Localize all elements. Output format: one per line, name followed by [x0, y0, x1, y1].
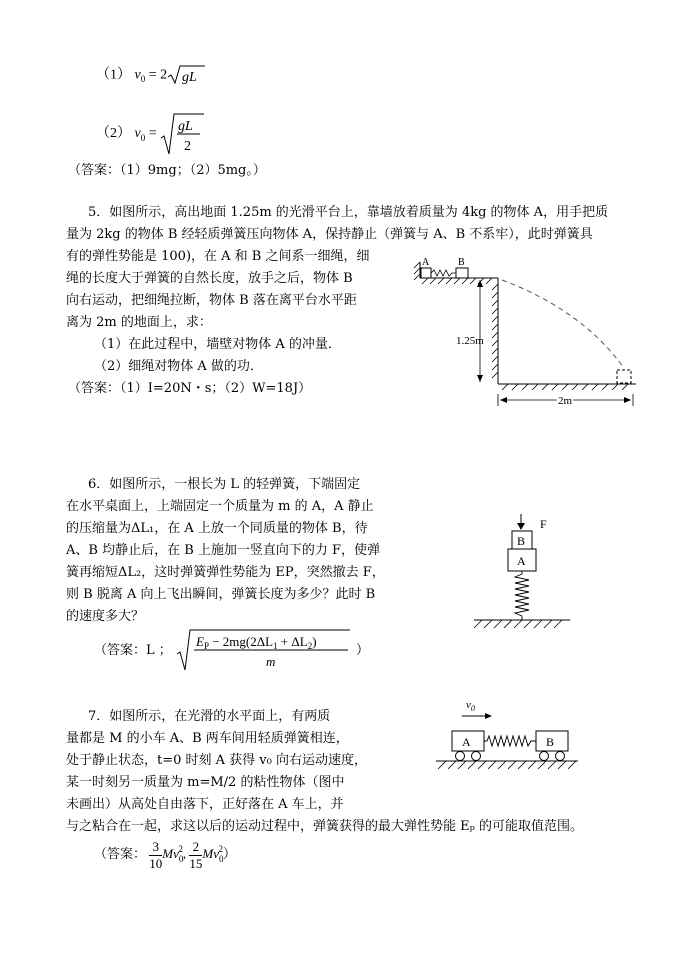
problem5-question2: （2）细绳对物体 A 做的功．: [94, 359, 263, 374]
svg-text:EP − 2mg(2ΔL1 + ΔL2): [195, 634, 317, 651]
wall-hatch: [414, 262, 420, 280]
problem6-line5: 簧再缩短ΔL₂，这时弹簧弹性势能为 EP，突然撤去 F，: [66, 565, 385, 580]
problem5-line3: 有的弹性势能是 100)，在 A 和 B 之间系一细绳，细: [66, 249, 370, 264]
v0-symbol-2: v: [134, 126, 141, 142]
sqrt-denominator: 2: [184, 139, 192, 154]
problem6-line7: 的速度多大？: [66, 609, 145, 624]
spring: [431, 270, 456, 276]
velocity-subscript: 0: [470, 704, 475, 713]
problem7-line6: 与之粘合在一起，求这以后的运动过程中，弹簧获得的最大弹性势能 Eₚ 的可能取值范围。: [66, 819, 583, 834]
problem5-line2: 量为 2kg 的物体 B 经轻质弹簧压向物体 A，保持静止（弹簧与 A、B 不系牢），此时弹簧具: [66, 227, 593, 242]
v0-subscript: 0: [140, 74, 146, 85]
velocity-label: [466, 699, 475, 713]
problem6-answer-suffix: ）: [356, 642, 370, 658]
cart-a-wheel-left: [456, 752, 465, 761]
sqrt-gl-over-2: [160, 112, 204, 156]
comma: ,: [182, 846, 187, 861]
force-label: F: [540, 517, 547, 531]
problem6-answer: [94, 628, 369, 673]
problem7-figure: [432, 698, 582, 778]
ep-subscript: P: [203, 641, 209, 651]
mv-sub-2: 0: [218, 854, 224, 864]
problem6-line3: 的压缩量为ΔL₁，在 A 上放一个同质量的物体 B，待: [66, 521, 368, 536]
v0-subscript-2: 0: [140, 133, 146, 144]
fraction-3-10: [149, 839, 162, 872]
formula-denominator: m: [265, 654, 276, 669]
block-a-label: A: [422, 257, 430, 268]
ground-hatch: [438, 761, 576, 769]
formula-part2: + ΔL: [277, 634, 308, 649]
problem5-question1: （1）在此过程中，墙壁对物体 A 的冲量．: [94, 337, 341, 352]
problem7-answer: [94, 832, 236, 877]
trajectory: [502, 280, 624, 368]
answer-1-label: （1）: [96, 67, 131, 83]
problem7-line2: 量都是 M 的小车 A、B 两车间用轻质弹簧相连，: [66, 731, 349, 746]
answer-2-formula: [96, 112, 204, 156]
mv-term-1: Mv: [162, 846, 179, 861]
answer-part1: （答案：（1）9mg；（2）5mg。）: [68, 163, 266, 178]
problem5-answer: （答案：（1）I=20N・s；（2）W=18J）: [68, 381, 312, 396]
platform-hatch: [422, 278, 492, 284]
problem6-answer-formula: [176, 628, 352, 673]
mv-sup-1: 2: [178, 844, 183, 854]
problem6-line1: 6．如图所示，一根长为 L 的轻弹簧，下端固定: [88, 477, 361, 492]
problem5-line5: 向右运动，把细绳拉断，物体 B 落在离平台水平距: [66, 293, 357, 308]
fraction-2-15-denominator: 15: [189, 855, 203, 871]
problem7-line1: 7．如图所示，在光滑的水平面上，有两质: [88, 709, 331, 724]
sqrt-numerator: gL: [178, 119, 193, 134]
equals-sign-2: =: [148, 126, 157, 142]
block-a: [421, 268, 431, 278]
block-b-label: B: [517, 534, 526, 548]
fraction-2-15: [189, 839, 202, 872]
answer-1-formula: [96, 64, 205, 86]
formula-close: ): [312, 634, 317, 649]
problem7-line3: 处于静止状态，t=0 时刻 A 获得 v₀ 向右运动速度，: [66, 753, 367, 768]
problem7-line4: 某一时刻另一质量为 m=M/2 的粘性物体（图中: [66, 775, 345, 790]
cart-a-wheel-right: [472, 752, 481, 761]
problem5-figure: [412, 250, 682, 410]
sqrt-gl-text: gL: [182, 70, 197, 85]
problem7-line5: 未画出）从高处自由落下，正好落在 A 车上，并: [66, 797, 344, 812]
ep-symbol: E: [195, 634, 204, 649]
velocity-symbol: v: [466, 699, 471, 711]
distance-label: 2m: [558, 395, 573, 407]
fraction-3-10-numerator: 3: [149, 839, 162, 856]
cliff-hatch: [492, 284, 498, 378]
spring: [515, 571, 529, 620]
problem5-line6: 离为 2m 的地面上，求：: [66, 315, 212, 330]
problem6-figure: [470, 512, 580, 632]
problem5-line4: 绳的长度大于弹簧的自然长度，放手之后，物体 B: [66, 271, 353, 286]
dl1-subscript: 1: [272, 641, 278, 651]
v0-symbol: v: [134, 67, 141, 83]
answer-2-label: （2）: [96, 126, 131, 142]
formula-part1: − 2mg(2ΔL: [208, 634, 273, 649]
cart-b-wheel-right: [556, 752, 565, 761]
problem5-line1: 5．如图所示，高出地面 1.25m 的光滑平台上，靠墙放着质量为 4kg 的物体 A，用手把质: [88, 205, 609, 220]
block-b-label: B: [458, 257, 465, 268]
block-b: [456, 268, 468, 278]
mv-sub-1: 0: [178, 854, 184, 864]
problem6-answer-prefix: （答案：L ；: [94, 642, 172, 658]
problem6-line2: 在水平桌面上，上端固定一个质量为 m 的 A，A 静止: [66, 499, 374, 514]
table-hatch: [474, 620, 562, 628]
cart-b-wheel-left: [540, 752, 549, 761]
problem7-answer-prefix: （答案：: [94, 847, 147, 862]
cart-a-label: A: [462, 735, 471, 749]
ground-hatch: [502, 384, 628, 390]
mv-sup-2: 2: [218, 844, 223, 854]
problem6-line4: A、B 均静止后，在 B 上施加一竖直向下的力 F，使弹: [66, 543, 381, 558]
cart-b-label: B: [546, 735, 555, 749]
fraction-2-15-numerator: 2: [189, 839, 202, 856]
mv-term-2: Mv: [202, 846, 219, 861]
problem6-line6: 则 B 脱离 A 向上飞出瞬间，弹簧长度为多少？此时 B: [66, 587, 376, 602]
block-a-label: A: [517, 554, 526, 568]
spring: [484, 736, 536, 746]
fraction-3-10-denominator: 10: [149, 855, 163, 871]
equals-sign: =: [148, 67, 157, 83]
landing-block: [617, 370, 631, 383]
coefficient-two: 2: [160, 67, 168, 83]
sqrt-gl: [167, 64, 205, 86]
dl2-subscript: 2: [307, 641, 313, 651]
problem7-answer-suffix: ）: [222, 847, 236, 862]
height-label: 1.25m: [456, 335, 484, 347]
